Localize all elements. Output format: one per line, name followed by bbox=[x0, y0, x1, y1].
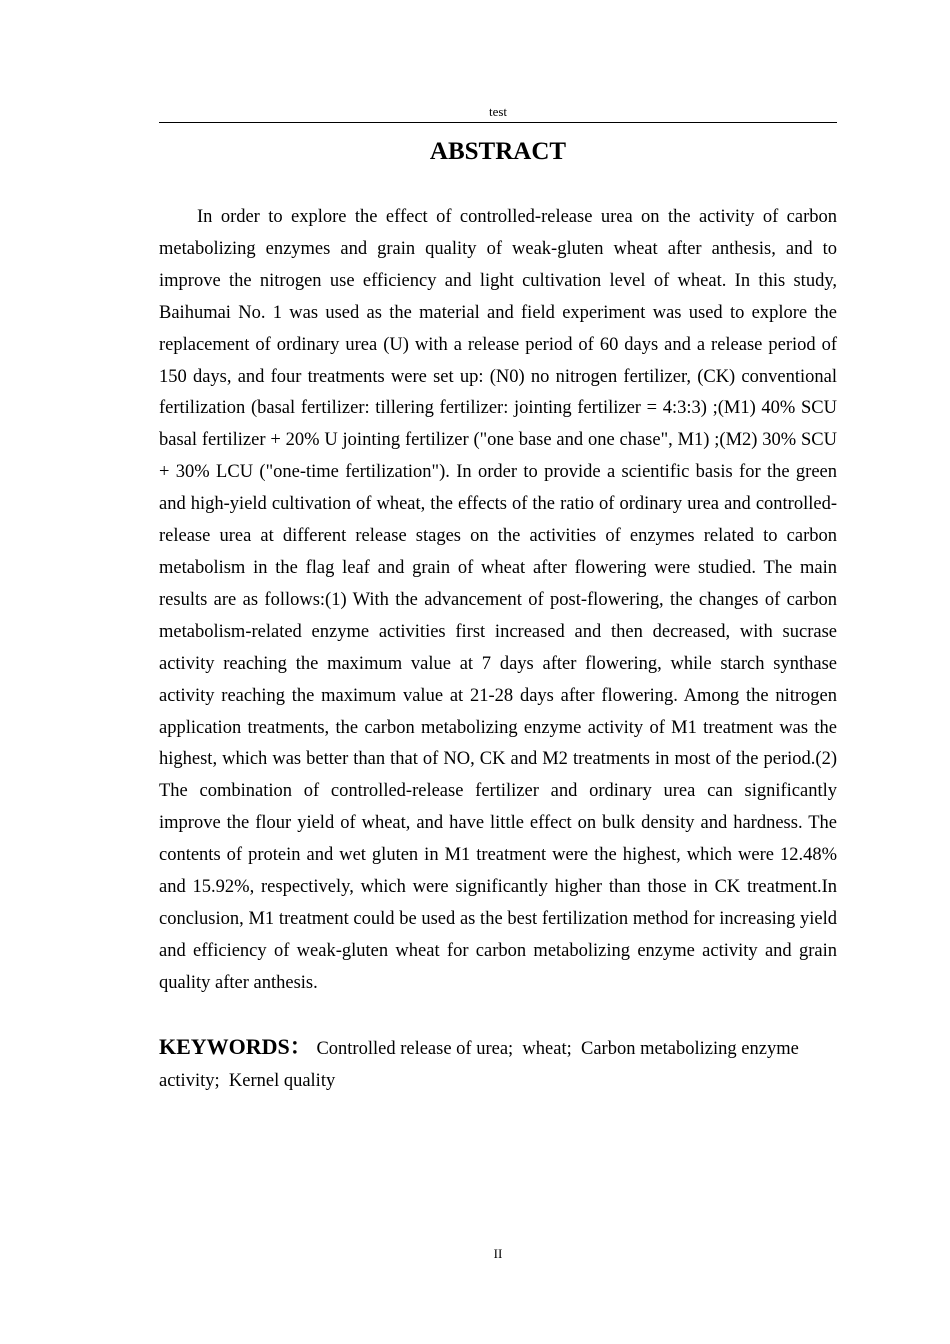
keyword-item: Carbon metabolizing enzyme activity; bbox=[159, 1039, 799, 1091]
running-header: test bbox=[488, 104, 508, 119]
keywords-line bbox=[159, 1031, 837, 1097]
header-rule bbox=[159, 122, 837, 123]
abstract-title: ABSTRACT bbox=[429, 138, 567, 165]
keyword-item: Kernel quality bbox=[228, 1071, 336, 1091]
keyword-item: wheat; bbox=[522, 1039, 572, 1059]
abstract-body: In order to explore the effect of controlled-release urea on the activity of carbon metabolizing enzymes and grain quality of weak-gluten wheat after anthesis, and to improve the nitrogen use efficiency and light cultivation level of wheat. In this study, Baihumai No. 1 was used as the material and field experiment was used to explore the replacement of ordinary urea (U) with a release period of 60 days and a release period of 150 days, and four treatments were set up: (N0) no nitrogen fertilizer, (CK) conventional fertilization (basal fertilizer: tillering fertilizer: jointing fertilizer = 4:3:3) ;(M1) 40% SCU basal fertilizer + 20% U jointing fertilizer ("one base and one chase", M1) ;(M2) 30% SCU + 30% LCU ("one-time fertilization"). In order to provide a scientific basis for the green and high-yield cultivation of wheat, the effects of the ratio of ordinary urea and controlled-release urea at different release stages on the activities of enzymes related to carbon metabolism in the flag leaf and grain of wheat after flowering were studied. The main results are as follows:(1) With the advancement of post-flowering, the changes of carbon metabolism-related enzyme activities first increased and then decreased, with sucrase activity reaching the maximum value at 7 days after flowering, while starch synthase activity reaching the maximum value at 21-28 days after flowering. Among the nitrogen application treatments, the carbon metabolizing enzyme activity of M1 treatment was the highest, which was better than that of NO, CK and M2 treatments in most of the period.(2) The combination of controlled-release fertilizer and ordinary urea can significantly improve the flour yield of wheat, and have little effect on bulk density and hardness. The contents of protein and wet gluten in M1 treatment were the highest, which were 12.48% and 15.92%, respectively, which were significantly higher than those in CK treatment.In conclusion, M1 treatment could be used as the best fertilization method for increasing yield and efficiency of weak-gluten wheat for carbon metabolizing enzyme activity and grain quality after anthesis. bbox=[159, 207, 837, 993]
keywords-label: KEYWORDS： bbox=[159, 1034, 312, 1059]
page-number: II bbox=[493, 1246, 503, 1261]
keyword-item: Controlled release of urea; bbox=[316, 1039, 514, 1059]
